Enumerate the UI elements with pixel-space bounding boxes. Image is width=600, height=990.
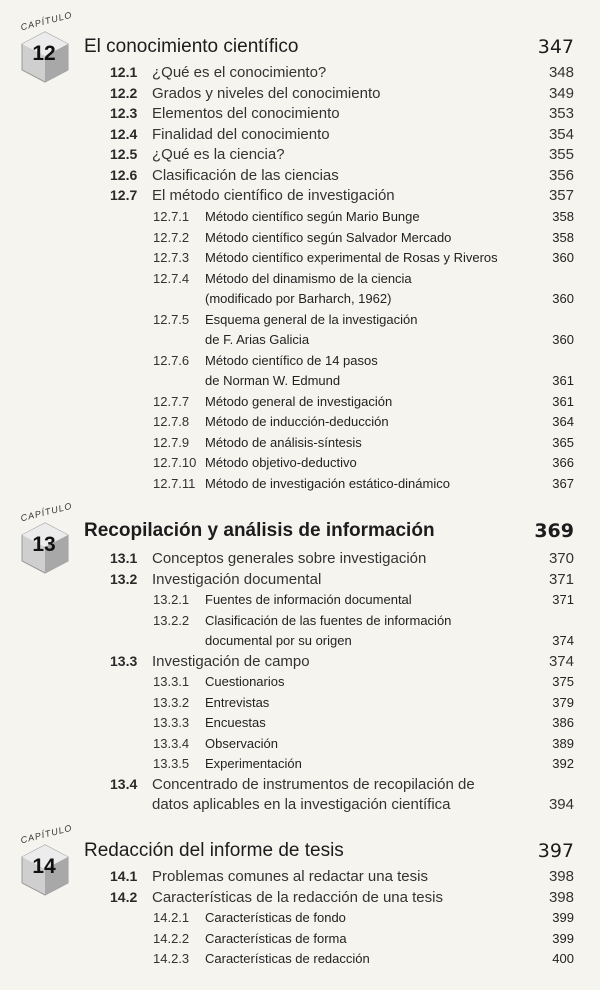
sec-code: 12.6 (110, 166, 138, 183)
subsection-row (0, 589, 600, 610)
section-row (0, 124, 600, 145)
sec-title: Elementos del conocimiento (152, 105, 340, 122)
sec-code: 13.3 (110, 652, 138, 669)
subsection-row (0, 473, 600, 494)
sub-page: 367 (552, 475, 574, 491)
sub-code: 12.7.1 (153, 209, 190, 224)
chapter-page: 397 (537, 840, 574, 862)
section-row (0, 548, 600, 569)
chapter-number: 14 (32, 855, 56, 878)
sub-title: Fuentes de información documental (205, 592, 412, 607)
section-row (0, 887, 600, 908)
subsection-row (0, 227, 600, 248)
sub-page: 358 (552, 209, 574, 224)
chapter-number: 12 (32, 42, 56, 65)
subsection-row-cont (0, 288, 600, 309)
section-row (0, 185, 600, 206)
subsection-row (0, 391, 600, 412)
section-row (0, 103, 600, 124)
sub-title: Método científico según Mario Bunge (205, 209, 420, 224)
sub-code: 12.7.7 (153, 393, 190, 409)
sec-page: 370 (548, 550, 574, 567)
sec-title: ¿Qué es la ciencia? (152, 146, 285, 163)
sec-page: 371 (548, 570, 574, 588)
sub-code: 14.2.3 (153, 951, 190, 966)
sub-title: Cuestionarios (205, 674, 285, 689)
section-row (0, 165, 600, 186)
sub-page: 386 (552, 715, 574, 730)
subsection-row (0, 948, 600, 969)
subsection-row (0, 610, 600, 631)
sub-title: Esquema general de la investigación (205, 311, 418, 327)
sub-title: Entrevistas (205, 694, 270, 710)
sec-code: 13.2 (110, 570, 138, 587)
sub-code: 12.7.4 (153, 270, 190, 286)
sec-page: 357 (548, 187, 574, 204)
chapter-title: Recopilación y análisis de información (84, 520, 435, 541)
sec-page: 398 (548, 888, 574, 906)
sub-title: Características de forma (205, 930, 347, 946)
sub-title: Método del dinamismo de la ciencia (205, 270, 412, 286)
sub-title: Características de fondo (205, 910, 346, 925)
subsection-row (0, 432, 600, 453)
sec-page: 348 (548, 64, 574, 81)
sub-page: 365 (552, 434, 574, 450)
sub-page: 358 (552, 229, 574, 245)
sub-title: de Norman W. Edmund (205, 373, 341, 388)
sub-title: Método científico según Salvador Mercado (205, 229, 452, 245)
subsection-row (0, 350, 600, 371)
sub-title: Observación (205, 735, 278, 751)
sec-title: Características de la redacción de una tesis (152, 888, 443, 906)
subsection-row-cont (0, 630, 600, 651)
sub-title: Método de inducción-deducción (205, 414, 389, 429)
subsection-row (0, 452, 600, 473)
sub-page: 360 (552, 250, 574, 265)
sub-code: 12.7.3 (153, 250, 190, 265)
sub-title: Clasificación de las fuentes de información (205, 612, 452, 628)
sub-title: Método científico experimental de Rosas y Riveros (205, 250, 498, 265)
sub-page: 371 (552, 592, 574, 607)
chapter-label: CAPÍTULO (19, 9, 74, 33)
sub-page: 399 (552, 910, 574, 925)
sub-code: 14.2.1 (153, 910, 190, 925)
sub-code: 13.3.3 (153, 715, 190, 730)
sub-page: 375 (552, 674, 574, 689)
section-row (0, 62, 600, 83)
sub-page: 360 (552, 332, 574, 347)
sec-title: Grados y niveles del conocimiento (152, 84, 381, 102)
subsection-row (0, 671, 600, 692)
sub-code: 12.7.11 (153, 475, 196, 491)
subsection-row (0, 753, 600, 774)
sec-code: 12.3 (110, 105, 138, 121)
subsection-row (0, 309, 600, 330)
sub-page: 364 (552, 414, 574, 429)
sec-page: 354 (548, 125, 574, 143)
sec-page: 394 (548, 796, 574, 813)
sec-title: Finalidad del conocimiento (152, 125, 330, 143)
sub-code: 13.3.5 (153, 756, 190, 771)
chapter-label: CAPÍTULO (19, 500, 74, 524)
sub-page: 379 (552, 694, 574, 710)
sub-code: 13.3.4 (153, 735, 190, 751)
sub-code: 13.2.1 (153, 592, 190, 607)
sub-code: 13.3.1 (153, 674, 190, 689)
sec-code: 13.4 (110, 775, 138, 792)
sub-page: 392 (552, 756, 574, 771)
sub-code: 12.7.6 (153, 352, 190, 368)
sub-page: 360 (552, 291, 574, 306)
chapter-title: El conocimiento científico (84, 36, 299, 57)
sec-title: Conceptos generales sobre investigación (152, 550, 427, 567)
sec-page: 355 (548, 146, 574, 163)
sub-title: Experimentación (205, 756, 302, 771)
sec-code: 12.7 (110, 187, 138, 203)
sec-code: 12.1 (110, 64, 138, 80)
sub-code: 12.7.9 (153, 434, 190, 450)
sec-code: 12.2 (110, 84, 138, 101)
chapter-title: Redacción del informe de tesis (84, 840, 344, 861)
subsection-row (0, 928, 600, 949)
sec-page: 353 (548, 105, 574, 122)
sub-code: 12.7.10 (153, 455, 197, 470)
subsection-row (0, 206, 600, 227)
sec-title: Concentrado de instrumentos de recopilación de (152, 775, 475, 793)
sec-page: 356 (548, 166, 574, 184)
sub-code: 13.2.2 (153, 612, 190, 628)
sub-code: 12.7.5 (153, 311, 190, 327)
sec-title: ¿Qué es el conocimiento? (152, 64, 327, 81)
sub-title: Método objetivo-deductivo (205, 455, 357, 470)
sec-code: 12.5 (110, 146, 138, 162)
subsection-row (0, 733, 600, 754)
section-row (0, 866, 600, 887)
sec-code: 14.2 (110, 888, 138, 905)
subsection-row-cont (0, 370, 600, 391)
subsection-row-cont (0, 329, 600, 350)
subsection-row (0, 247, 600, 268)
sec-title: Clasificación de las ciencias (152, 166, 339, 184)
sec-code: 13.1 (110, 550, 138, 566)
sub-page: 366 (552, 455, 574, 470)
subsection-row (0, 712, 600, 733)
sub-page: 361 (552, 393, 574, 409)
sub-title: de F. Arias Galicia (205, 332, 310, 347)
sub-title: Encuestas (205, 715, 266, 730)
sec-code: 14.1 (110, 868, 138, 884)
section-row (0, 144, 600, 165)
section-row (0, 774, 600, 795)
sub-code: 13.3.2 (153, 694, 190, 710)
sub-page: 400 (552, 951, 574, 966)
chapter-number: 13 (32, 533, 56, 556)
sec-title: Investigación documental (152, 570, 322, 588)
sec-page: 349 (548, 84, 574, 102)
subsection-row (0, 411, 600, 432)
section-row (0, 651, 600, 672)
sub-title: Método de análisis-síntesis (205, 434, 362, 450)
section-row (0, 569, 600, 590)
sec-title: El método científico de investigación (152, 187, 395, 204)
section-row (0, 83, 600, 104)
sub-title: Características de redacción (205, 951, 370, 966)
section-row-cont (0, 794, 600, 815)
subsection-row (0, 907, 600, 928)
sub-code: 14.2.2 (153, 930, 190, 946)
sec-code: 12.4 (110, 125, 138, 142)
sec-title: Problemas comunes al redactar una tesis (152, 868, 428, 885)
sub-page: 374 (552, 633, 574, 648)
sec-page: 374 (548, 652, 574, 670)
sub-code: 12.7.8 (153, 414, 190, 429)
sub-page: 399 (552, 930, 574, 946)
sec-title: datos aplicables en la investigación científica (152, 796, 451, 813)
sub-title: documental por su origen (205, 633, 352, 648)
sub-title: Método de investigación estático-dinámico (205, 475, 450, 491)
sub-title: Método científico de 14 pasos (205, 352, 378, 368)
sec-title: Investigación de campo (152, 652, 310, 670)
sec-page: 398 (548, 868, 574, 885)
sub-title: Método general de investigación (205, 393, 393, 409)
subsection-row (0, 268, 600, 289)
subsection-row (0, 692, 600, 713)
sub-code: 12.7.2 (153, 229, 190, 245)
chapter-page: 347 (537, 36, 574, 58)
sub-title: (modificado por Barharch, 1962) (205, 291, 392, 306)
sub-page: 389 (552, 735, 574, 751)
sub-page: 361 (552, 373, 574, 388)
chapter-label: CAPÍTULO (19, 822, 74, 846)
chapter-page: 369 (534, 520, 574, 542)
